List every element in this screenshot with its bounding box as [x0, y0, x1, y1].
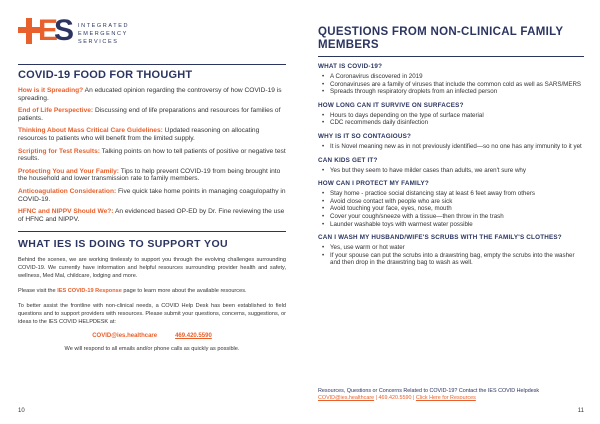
food-item	[18, 208, 286, 223]
food-item-link[interactable]: Anticoagulation Consideration:	[18, 187, 117, 195]
faq-answer: • Yes, use warm or hot water	[322, 244, 584, 252]
faq-answer-list	[322, 190, 584, 228]
plus-icon-horizontal	[18, 27, 40, 33]
faq-answer: • CDC recommends daily disinfection	[322, 119, 584, 127]
right-page	[300, 0, 600, 424]
ies-logo	[18, 14, 286, 54]
faq-answer: • Launder washable toys with warmest water possible	[322, 221, 584, 229]
logo-text-line: EMERGENCY	[78, 31, 128, 37]
faq-answer: • Avoid close contact with people who are sick	[322, 198, 584, 206]
footer-resources-link[interactable]: Click Here for Resources	[415, 395, 476, 401]
faq-section	[318, 180, 584, 228]
faq-answer: • A Coronavirus discovered in 2019	[322, 73, 584, 81]
footer-links	[318, 395, 588, 402]
food-item	[18, 107, 286, 122]
support-paragraph: To better assist the frontline with non-clinical needs, a COVID Help Desk has been established to field questions and to support providers with resources. Please submit your questions, concerns, suggestions, or ideas to the IES COVID HELPDESK at:	[18, 303, 286, 326]
faq-answer: • It is Novel meaning new as in not previously identified—so no one has any immunity to it yet	[322, 143, 584, 151]
helpdesk-email-link[interactable]: COVID@ies.healthcare	[92, 333, 158, 340]
food-item-text: An evidenced based OP-ED by Dr. Fine reviewing the use of HFNC and NIPPV.	[18, 208, 285, 223]
faq-answer-list	[322, 143, 584, 151]
page-number: 10	[18, 408, 25, 414]
faq-answer-list	[322, 112, 584, 127]
food-for-thought-list	[18, 87, 286, 223]
food-item-link[interactable]: HFNC and NIPPV Should We?:	[18, 208, 114, 216]
covid-response-link[interactable]: IES COVID-19 Response	[57, 288, 122, 295]
faq-answer: • Spreads through respiratory droplets from an infected person	[322, 88, 584, 96]
food-item-link[interactable]: Protecting You and Your Family:	[18, 167, 119, 175]
footer-separator: |	[374, 395, 379, 401]
support-text: page to learn more about the available resources.	[121, 288, 247, 295]
food-item	[18, 148, 286, 163]
logo-text-line: INTEGRATED	[78, 23, 130, 29]
faq-answer-list	[322, 167, 584, 175]
page-number: 11	[577, 408, 584, 414]
faq-question: HOW CAN I PROTECT MY FAMILY?	[318, 180, 429, 188]
food-item-text: Five quick take home points in managing coagulopathy in COVID-19.	[18, 187, 286, 203]
faq-answer: • If your spouse can put the scrubs into a drawstring bag, empty the scrubs into the washer and then drop in the drawstring bag to wash as well.	[322, 252, 584, 267]
ies-logo-mark	[18, 16, 74, 52]
faq-answer-list	[322, 244, 584, 267]
food-item-text: Talking points on how to tell patients of positive or negative test results.	[18, 147, 286, 163]
faq-section	[318, 133, 584, 151]
faq-answer: • Yes but they seem to have milder cases than adults, we aren't sure why	[322, 167, 584, 175]
support-title: WHAT IES IS DOING TO SUPPORT YOU	[18, 238, 228, 251]
faq-answer: • Coronaviruses are a family of viruses that include the common cold as well as SARS/MERS	[322, 81, 584, 89]
faq-answer: • Hours to days depending on the type of surface material	[322, 112, 584, 120]
footer-line: Resources, Questions or Concerns Related to COVID-19? Contact the IES COVID Helpdesk	[318, 388, 540, 394]
faq-question: CAN I WASH MY HUSBAND/WIFE'S SCRUBS WITH THE FAMILY'S CLOTHES?	[318, 234, 562, 242]
food-item	[18, 87, 286, 102]
faq-answer: • Cover your cough/sneeze with a tissue—then throw in the trash	[322, 213, 584, 221]
food-for-thought-title: COVID-19 FOOD FOR THOUGHT	[18, 69, 193, 81]
section-divider	[18, 64, 286, 65]
food-item-text: An educated opinion regarding the controversy of how COVID-19 is spreading.	[18, 87, 282, 102]
faq-answer-list	[322, 73, 584, 96]
response-note: We will respond to all emails and/or phone calls as quickly as possible.	[64, 346, 240, 353]
faq-answer: • Avoid touching your face, eyes, nose, mouth	[322, 205, 584, 213]
helpdesk-contact	[18, 333, 286, 339]
food-item-text: Discussing end of life preparations and resources for families of patients.	[18, 107, 281, 122]
faq-title: QUESTIONS FROM NON-CLINICAL FAMILY MEMBERS	[318, 26, 564, 51]
helpdesk-phone-link[interactable]: 469.420.5590	[175, 333, 212, 340]
food-item-link[interactable]: Thinking About Mass Critical Care Guidelines:	[18, 127, 163, 135]
faq-question: CAN KIDS GET IT?	[318, 156, 378, 164]
faq-question: HOW LONG CAN IT SURVIVE ON SURFACES?	[318, 101, 464, 109]
food-item	[18, 188, 286, 203]
support-paragraph	[18, 287, 286, 295]
food-item-text: Tips to help prevent COVID-19 from being brought into the household and lower transmission rate to family members.	[18, 167, 281, 183]
section-divider	[18, 231, 286, 232]
faq-section	[318, 63, 584, 96]
food-item	[18, 127, 286, 142]
logo-letter-s: S	[54, 14, 75, 47]
food-item-text: Updated reasoning on allocating resources to patients who will benefit from the limited supply.	[18, 127, 260, 142]
faq-answer: • Stay home - practice social distancing stay at least 6 feet away from others	[322, 190, 584, 198]
faq-question: WHY IS IT SO CONTAGIOUS?	[318, 132, 412, 140]
support-text: Please visit the	[18, 288, 58, 295]
food-item	[18, 168, 286, 183]
faq-section	[318, 102, 584, 127]
logo-letter-e: E	[38, 14, 57, 47]
logo-text-line: SERVICES	[78, 39, 119, 45]
support-paragraph: Behind the scenes, we are working tirelessly to support you through the evolving challenges surrounding COVID-19. We currently have information and helpful resources surrounding provider health and safety, wellness, Med Mal, childcare, lodging and more.	[18, 257, 286, 280]
food-item-link[interactable]: Scripting for Test Results:	[18, 147, 100, 155]
title-underline	[318, 56, 584, 57]
faq-section	[318, 234, 584, 267]
footer-email-link[interactable]: COVID@ies.healthcare	[318, 395, 375, 401]
faq-section	[318, 157, 584, 175]
logo-wordmark	[78, 22, 129, 46]
footer-separator: |	[411, 395, 416, 401]
faq-question: WHAT IS COVID-19?	[318, 63, 383, 70]
food-item-link[interactable]: How is it Spreading?	[18, 87, 84, 94]
food-item-link[interactable]: End of Life Perspective:	[18, 107, 94, 115]
footer-phone[interactable]: 469.420.5590	[378, 395, 412, 401]
helpdesk-footer	[318, 388, 588, 402]
